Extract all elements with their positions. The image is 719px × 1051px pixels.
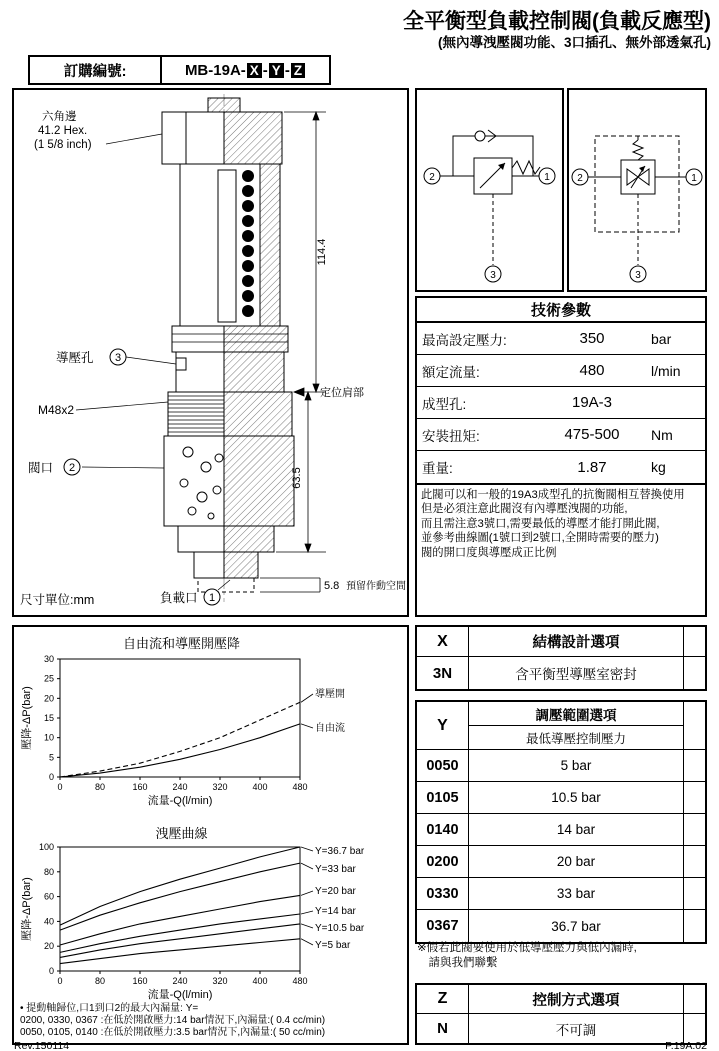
tech-value: 350 [579,330,605,347]
tech-label: 安裝扭矩: [422,428,480,444]
svg-text:320: 320 [212,782,228,792]
schem1-port-2: 2 [429,172,435,183]
svg-text:480: 480 [292,976,308,986]
tech-note-line: 閥的開口度與導壓成正比例 [421,546,557,559]
hydraulic-symbol-2 [569,90,705,290]
option-end-cell [683,1014,705,1043]
svg-text:壓降-ΔP(bar): 壓降-ΔP(bar) [21,877,33,941]
tech-value: 1.87 [577,458,607,476]
option-code: 0105 [417,782,469,813]
footer-page-code: P.19A.02 [665,1040,707,1051]
svg-text:10: 10 [43,732,54,743]
option-end-cell [683,910,705,942]
tech-value: 475-500 [564,426,620,443]
option-y-title: 調壓範圍選項 [469,702,683,726]
order-number-box [28,55,331,85]
order-code-sep2: - [284,61,290,79]
svg-text:0: 0 [48,772,54,782]
option-code: 0330 [417,878,469,909]
shoulder-label: 定位肩部 [320,387,364,399]
order-code-z: Z [291,63,305,78]
schem1-port-3: 3 [490,270,496,281]
tech-label: 最高設定壓力: [422,332,507,348]
option-y-note [417,941,707,971]
svg-text:20: 20 [43,693,54,704]
svg-text:80: 80 [94,782,106,792]
svg-text:Y=5 bar: Y=5 bar [315,940,351,951]
option-end-cell [683,750,705,781]
svg-text:160: 160 [132,976,148,986]
option-end-cell [683,782,705,813]
tech-unit: bar [651,330,672,347]
option-y-row [417,814,705,846]
pilot-port-label: 導壓孔 [56,351,94,365]
option-y-row [417,782,705,814]
option-desc: 20 bar [556,854,596,869]
hex-label-line3: (1 5/8 inch) [34,139,92,151]
hydraulic-symbol-1 [417,90,562,290]
svg-text:400: 400 [252,782,268,792]
svg-text:5: 5 [48,752,54,763]
svg-text:80: 80 [94,976,106,986]
option-code: N [417,1014,469,1043]
svg-text:25: 25 [43,673,54,684]
chart1-title: 自由流和導壓開壓降 [122,636,240,651]
footnote-line: 0050, 0105, 0140 :在低於開啟壓力:3.5 bar情況下,內漏量:( 50 cc/min) [20,1027,326,1039]
option-x-title: 結構設計選項 [532,635,620,651]
option-desc: 10.5 bar [551,790,601,805]
tech-note-line: 此閥可以和一般的19A3成型孔的抗衡閥相互替換使用 [421,489,685,501]
option-desc: 5 bar [560,758,592,773]
svg-text:240: 240 [172,782,188,792]
order-code-y: Y [269,63,284,78]
svg-text:40: 40 [43,916,54,927]
svg-text:自由流: 自由流 [315,723,345,734]
option-desc: 含平衡型導壓室密封 [515,667,637,682]
svg-text:20: 20 [43,941,54,952]
reserve-space-label: 預留作動空間 [346,581,406,592]
option-y-note-line1: ※假若此閥要使用於低導壓壓力與低內漏時, [417,942,637,954]
tech-params-table [415,321,707,485]
svg-text:導壓開: 導壓開 [315,689,345,700]
dim-gap-label: 5.8 [324,580,340,592]
option-code: 0140 [417,814,469,845]
valve-cross-section [14,90,407,615]
chart2-title: 洩壓曲線 [155,826,208,841]
svg-text:320: 320 [212,976,228,986]
option-desc: 33 bar [556,886,596,901]
option-y-header-right [469,702,683,749]
schem2-port-3: 3 [635,270,641,281]
option-end-cell [683,657,705,689]
option-z-header [417,985,705,1014]
option-end-cell [683,878,705,909]
tech-label: 成型孔: [422,396,467,412]
option-desc: 不可調 [555,1022,597,1038]
svg-text:0: 0 [48,966,54,976]
svg-text:480: 480 [292,782,308,792]
svg-text:Y=36.7 bar: Y=36.7 bar [315,846,365,857]
footer-revision: Rev.150114 [14,1040,70,1051]
footnote-line: • 提動軸歸位,口1到口2的最大內漏量: Y= [20,1003,199,1014]
option-desc: 36.7 bar [551,918,601,934]
thread-size-label: M48x2 [38,403,75,417]
valve-port-label: 閥口 [28,461,54,475]
schem2-port-1: 1 [691,173,697,184]
tech-note-line: 但是必須注意此閥沒有內導壓洩閥的功能, [421,503,628,516]
free-flow-pilot-open-chart [16,649,406,807]
svg-text:15: 15 [43,713,54,723]
tech-label: 額定流量: [422,364,480,380]
option-x-table [415,625,707,691]
svg-text:160: 160 [132,782,148,792]
option-x-end-cell [683,627,705,656]
hex-label-line2: 41.2 Hex. [38,125,88,137]
option-y-header [417,702,705,750]
svg-text:0: 0 [57,782,63,792]
option-y-row [417,910,705,942]
svg-text:240: 240 [172,976,188,986]
order-code-sep1: - [262,61,268,79]
option-code: 0200 [417,846,469,877]
tech-unit [647,387,705,418]
option-z-table [415,983,707,1045]
option-z-title: 控制方式選項 [532,992,620,1009]
charts-box [12,625,409,1045]
option-code: 0050 [417,750,469,781]
option-y-subtitle: 最低導壓控制壓力 [525,731,626,746]
tech-unit: kg [651,459,666,475]
tech-note [415,483,707,617]
dim-114-label: 114.4 [316,238,328,266]
order-code-x: X [247,63,262,78]
order-code-prefix: MB-19A- [184,61,246,79]
option-y-table [415,700,707,944]
tech-row-weight [417,451,705,483]
option-x-row-3n [417,657,705,689]
schem1-port-1: 1 [544,172,550,183]
tech-unit: l/min [651,362,681,379]
dim-63-label: 63.5 [291,467,303,489]
tech-row-torque [417,419,705,451]
tech-unit: Nm [651,426,673,443]
tech-value: 19A-3 [571,394,613,411]
svg-text:流量-Q(l/min): 流量-Q(l/min) [147,795,213,807]
option-z-end-cell [683,985,705,1013]
svg-text:Y=10.5 bar: Y=10.5 bar [315,923,365,934]
valve-drawing-box [12,88,409,617]
option-y-code: Y [417,702,469,749]
tech-row-max-pressure [417,323,705,355]
hydraulic-schematic-2 [567,88,707,292]
units-label: 尺寸單位:mm [20,593,95,607]
option-y-row [417,750,705,782]
schem2-port-2: 2 [577,173,583,184]
svg-text:400: 400 [252,976,268,986]
option-y-row [417,878,705,910]
port-1-number: 1 [208,592,216,604]
order-code [162,57,329,83]
hydraulic-schematic-1 [415,88,564,292]
option-z-row [417,1014,705,1043]
svg-text:流量-Q(l/min): 流量-Q(l/min) [147,989,213,1001]
hex-label-line1: 六角邊 [42,111,77,123]
page-title: 全平衡型負載控制閥(負載反應型) [403,10,711,33]
tech-params-title: 技術參數 [415,296,707,323]
svg-text:0: 0 [57,976,63,986]
chart-footnotes [20,1003,325,1040]
svg-text:60: 60 [43,891,54,902]
svg-text:Y=33 bar: Y=33 bar [315,864,356,875]
option-end-cell [683,814,705,845]
option-x-header [417,627,705,657]
port-2-number: 2 [68,462,76,474]
page-subtitle: (無內導洩壓閥功能、3口插孔、無外部透氣孔) [438,35,711,50]
option-y-note-line2: 請與我們聯繫 [417,956,498,969]
load-port-label: 負載口 [160,591,198,605]
svg-text:Y=14 bar: Y=14 bar [315,906,356,917]
tech-note-line: 並參考曲線圖(1號口到2號口,全開時需要的壓力) [421,532,659,545]
tech-value: 480 [579,362,605,379]
option-desc: 14 bar [556,822,596,837]
valve-body [162,94,294,602]
footnote-line: 0200, 0330, 0367 :在低於開啟壓力:14 bar情況下,內漏量:( 0.4 cc/min) [20,1015,326,1027]
svg-text:30: 30 [43,654,54,664]
tech-row-rated-flow [417,355,705,387]
option-code: 3N [417,657,469,689]
port-3-number: 3 [114,352,122,364]
svg-text:100: 100 [38,842,54,852]
option-end-cell [683,846,705,877]
order-number-label: 訂購編號: [30,57,162,83]
option-code: 0367 [417,910,469,942]
tech-note-line: 而且需注意3號口,需要最低的導壓才能打開此閥, [421,517,660,530]
option-y-row [417,846,705,878]
svg-text:80: 80 [43,866,54,877]
option-x-code: X [417,627,469,656]
tech-label: 重量: [422,461,453,476]
relief-curve-chart [16,839,406,1001]
svg-text:壓降-ΔP(bar): 壓降-ΔP(bar) [21,686,33,750]
option-z-code: Z [417,985,469,1013]
tech-row-cavity [417,387,705,419]
svg-text:Y=20 bar: Y=20 bar [315,886,356,897]
option-y-end-cell [683,702,705,749]
